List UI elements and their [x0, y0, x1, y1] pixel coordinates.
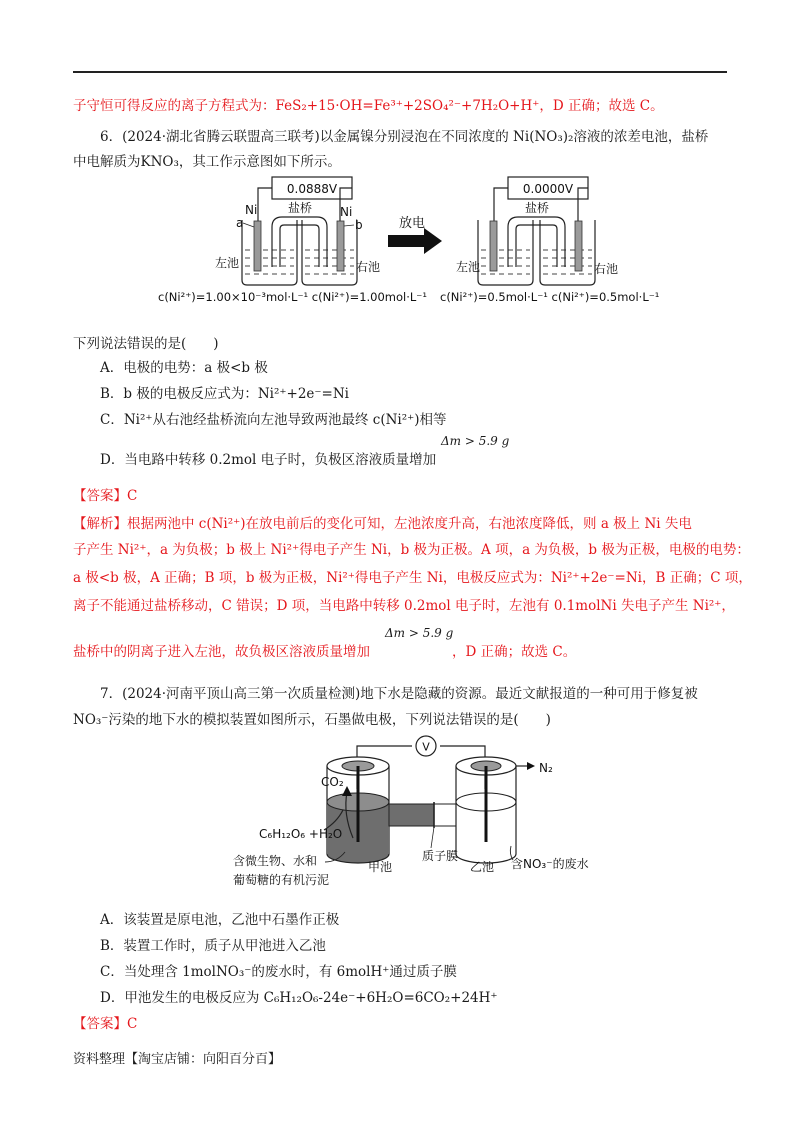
q7-option-a: A．该装置是原电池，乙池中石墨作正极: [100, 912, 340, 928]
q6-right-right-pool-label: 右池: [594, 262, 619, 276]
q7-left-desc-line1: 含微生物、水和: [233, 854, 318, 868]
q6-option-d: D．当电路中转移 0.2mol 电子时，负极区溶液质量增加: [100, 452, 437, 468]
q6-stem-line1: 6．(2024·湖北省腾云联盟高三联考)以金属镍分别浸泡在不同浓度的 Ni(NO₃)₂溶液的浓差电池，盐桥: [100, 129, 709, 145]
q7-left-desc-line2: 葡萄糖的有机污泥: [233, 873, 330, 887]
q6-figure: [150, 175, 690, 310]
q7-option-d: D．甲池发生的电极反应为 C₆H₁₂O₆-24e⁻+6H₂O=6CO₂+24H⁺: [100, 990, 498, 1006]
q6-right-voltmeter-label: 0.0000V: [522, 182, 574, 196]
q6-analysis-line5: 盐桥中的阴离子进入左池，故负极区溶液质量增加: [73, 644, 370, 660]
q7-stem-line1: 7．(2024·河南平顶山高三第一次质量检测)地下水是隐藏的资源。最近文献报道的一种可用于修复被: [100, 686, 698, 702]
q6-analysis-line1: 【解析】根据两池中 c(Ni²⁺)在放电前后的变化可知，左池浓度升高，右池浓度降低，则 a 极上 Ni 失电: [73, 516, 692, 532]
q6-right-pool-label: 右池: [356, 260, 381, 274]
q7-cell-b-label: 乙池: [470, 860, 495, 874]
prev-solution-line: 子守恒可得反应的离子方程式为：FeS₂+15·OH=Fe³⁺+2SO₄²⁻+7H₂O+H⁺，D 正确；故选 C。: [73, 98, 664, 114]
q6-left-salt-bridge-label: 盐桥: [287, 201, 313, 215]
q6-analysis-line3: a 极<b 极，A 正确；B 项，b 极为正极，Ni²⁺得电子产生 Ni，电极反应式为：Ni²⁺+2e⁻=Ni，B 正确；C 项，: [73, 570, 752, 586]
q6-option-a: A．电极的电势：a 极<b 极: [100, 360, 268, 376]
q6-analysis-line4: 离子不能通过盐桥移动，C 错误；D 项，当电路中转移 0.2mol 电子时，左池有 0.1molNi 失电子产生 Ni²⁺，: [73, 598, 735, 614]
q6-right-salt-bridge-label: 盐桥: [524, 201, 550, 215]
q6-right-left-pool-label: 左池: [456, 260, 481, 274]
q6-analysis-line5-end: ，D 正确；故选 C。: [452, 644, 577, 660]
q6-option-c: C．Ni²⁺从右池经盐桥流向左池导致两池最终 c(Ni²⁺)相等: [100, 412, 447, 428]
q6-option-b: B．b 极的电极反应式为：Ni²⁺+2e⁻=Ni: [100, 386, 349, 402]
q6-left-voltmeter-label: 0.0888V: [286, 182, 338, 196]
q6-b-label: b: [355, 218, 363, 232]
q6-a-label: a: [236, 216, 244, 230]
q7-n2-label: N₂: [539, 761, 553, 775]
q6-caption-after: c(Ni²⁺)=0.5mol·L⁻¹ c(Ni²⁺)=0.5mol·L⁻¹: [440, 290, 660, 304]
page-footer: 资料整理【淘宝店铺：向阳百分百】: [73, 1052, 282, 1067]
q7-figure: [225, 734, 615, 894]
q6-analysis-formula: Δm > 5.9 g: [385, 626, 454, 640]
q7-glucose-label: C₆H₁₂O₆ +H₂O: [259, 827, 343, 841]
q6-discharge-arrow: [388, 215, 442, 254]
q7-cell-b: [456, 757, 516, 863]
header-rule: [73, 71, 727, 73]
q6-left-pool-label: 左池: [215, 256, 240, 270]
q7-option-b: B．装置工作时，质子从甲池进入乙池: [100, 938, 326, 954]
q7-right-desc-label: 含NO₃⁻的废水: [511, 857, 589, 871]
q7-voltmeter-label: V: [422, 740, 430, 754]
q7-answer: 【答案】C: [73, 1016, 138, 1032]
q6-arrow-label: 放电: [398, 216, 426, 231]
q6-left-ni-b-label: Ni: [340, 205, 353, 219]
q6-stem-line2: 中电解质为KNO₃，其工作示意图如下所示。: [73, 154, 341, 170]
q7-option-c: C．当处理含 1molNO₃⁻的废水时，有 6molH⁺通过质子膜: [100, 964, 457, 980]
q6-prompt: 下列说法错误的是( ): [73, 336, 219, 352]
q6-analysis-line2: 子产生 Ni²⁺，a 为负极；b 极上 Ni²⁺得电子产生 Ni，b 极为正极。A 项，a 为负极，b 极为正极，电极的电势：: [73, 542, 750, 558]
q7-cell-a-label: 甲池: [368, 860, 393, 874]
q7-membrane-label: 质子膜: [422, 849, 459, 863]
q7-cell-a: [327, 757, 389, 863]
q6-option-d-formula: Δm > 5.9 g: [441, 434, 510, 448]
q6-left-ni-a-label: Ni: [245, 203, 258, 217]
q7-co2-label: CO₂: [321, 775, 344, 789]
q6-answer: 【答案】C: [73, 488, 138, 504]
q6-right-cell: [456, 177, 618, 285]
q7-stem-line2: NO₃⁻污染的地下水的模拟装置如图所示，石墨做电极，下列说法错误的是( ): [73, 712, 551, 728]
q6-left-cell: [215, 177, 380, 285]
q6-caption-before: c(Ni²⁺)=1.00×10⁻³mol·L⁻¹ c(Ni²⁺)=1.00mol·L⁻¹: [158, 290, 427, 304]
